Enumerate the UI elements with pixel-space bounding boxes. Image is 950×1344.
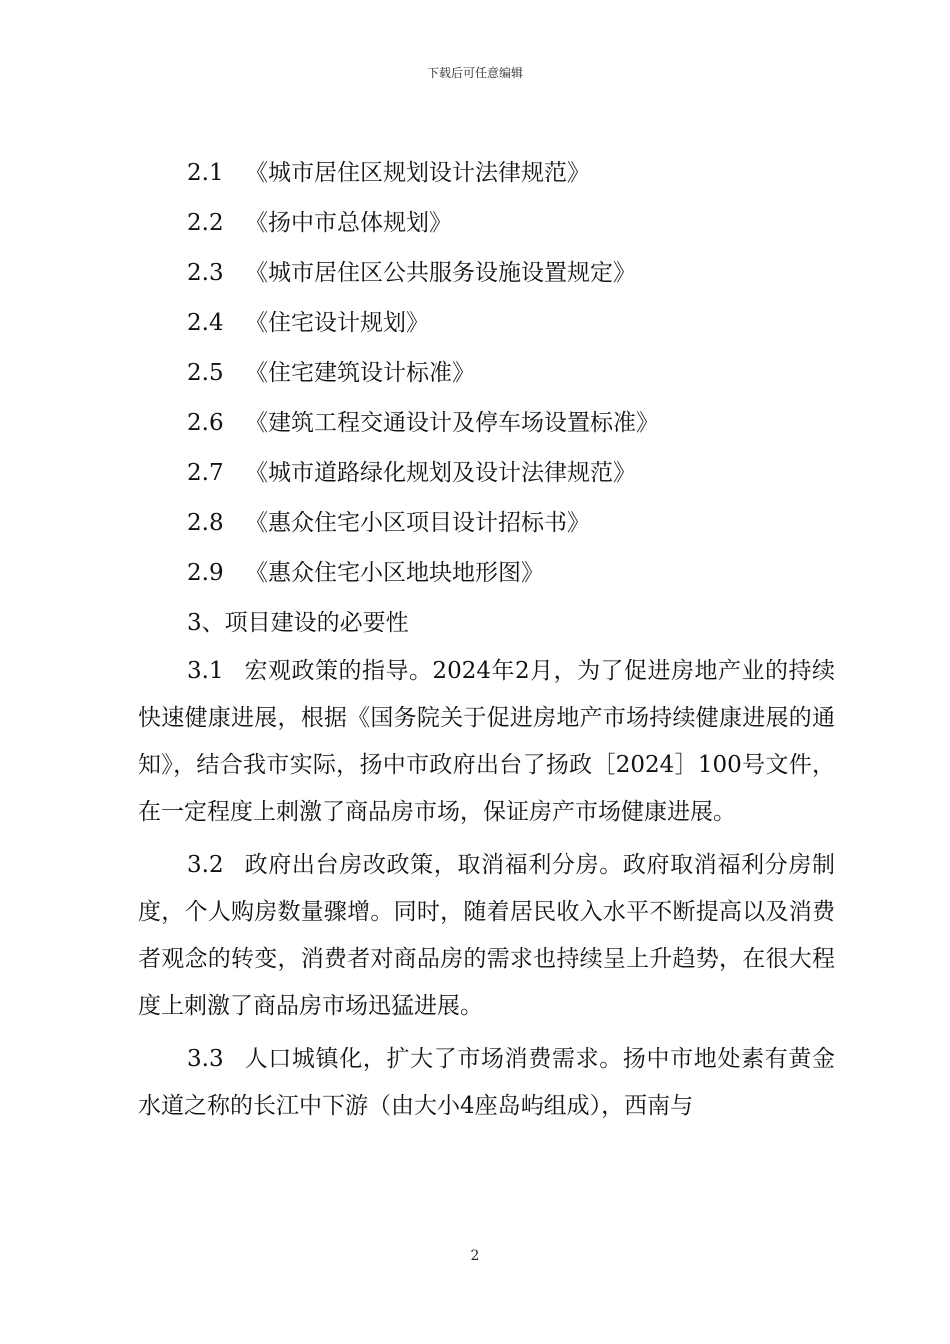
paragraph	[138, 842, 835, 1030]
reference-item	[138, 498, 835, 548]
paragraph-number: 3.2	[187, 852, 224, 878]
reference-title: 《城市道路绿化规划及设计法律规范》	[245, 460, 636, 486]
paragraph-number: 3.3	[187, 1046, 224, 1072]
page-header: 下载后可任意编辑	[426, 66, 523, 80]
reference-item	[138, 298, 835, 348]
paragraph-text: 政府出台房改政策，取消福利分房。政府取消福利分房制度，个人购房数量骤增。同时，随着居民收入水平不断提高以及消费者观念的转变，消费者对商品房的需求也持续呈上升趋势，在很大程度上刺激了商品房市场迅猛进展。	[138, 852, 835, 1019]
reference-item	[138, 148, 835, 198]
reference-number: 2.8	[187, 510, 224, 536]
reference-number: 2.3	[187, 260, 224, 286]
section-heading: 3、项目建设的必要性	[187, 610, 409, 636]
reference-list	[138, 148, 835, 598]
reference-number: 2.2	[187, 210, 224, 236]
reference-number: 2.6	[187, 410, 224, 436]
paragraph-text: 宏观政策的指导。2024年2月，为了促进房地产业的持续快速健康进展，根据《国务院关于促进房地产市场持续健康进展的通知》，结合我市实际，扬中市政府出台了扬政［2024］100号文件，在一定程度上刺激了商品房市场，保证房产市场健康进展。	[138, 658, 835, 825]
reference-title: 《惠众住宅小区项目设计招标书》	[245, 510, 590, 536]
reference-item	[138, 548, 835, 598]
reference-title: 《住宅设计规划》	[245, 310, 429, 336]
reference-item	[138, 348, 835, 398]
reference-item	[138, 198, 835, 248]
reference-number: 2.1	[187, 160, 224, 186]
paragraph	[138, 648, 835, 836]
reference-title: 《扬中市总体规划》	[245, 210, 452, 236]
document-body	[138, 148, 835, 1130]
page-number: 2	[470, 1248, 480, 1264]
reference-item	[138, 448, 835, 498]
paragraph-number: 3.1	[187, 658, 224, 684]
reference-title: 《城市居住区规划设计法律规范》	[245, 160, 590, 186]
reference-title: 《城市居住区公共服务设施设置规定》	[245, 260, 636, 286]
reference-number: 2.9	[187, 560, 224, 586]
reference-number: 2.5	[187, 360, 224, 386]
paragraph-text: 人口城镇化，扩大了市场消费需求。扬中市地处素有黄金水道之称的长江中下游（由大小4座岛屿组成），西南与	[138, 1046, 835, 1119]
reference-item	[138, 248, 835, 298]
reference-number: 2.4	[187, 310, 224, 336]
reference-title: 《惠众住宅小区地块地形图》	[245, 560, 544, 586]
reference-number: 2.7	[187, 460, 224, 486]
reference-title: 《建筑工程交通设计及停车场设置标准》	[245, 410, 659, 436]
reference-title: 《住宅建筑设计标准》	[245, 360, 475, 386]
paragraph	[138, 1036, 835, 1130]
reference-item	[138, 398, 835, 448]
